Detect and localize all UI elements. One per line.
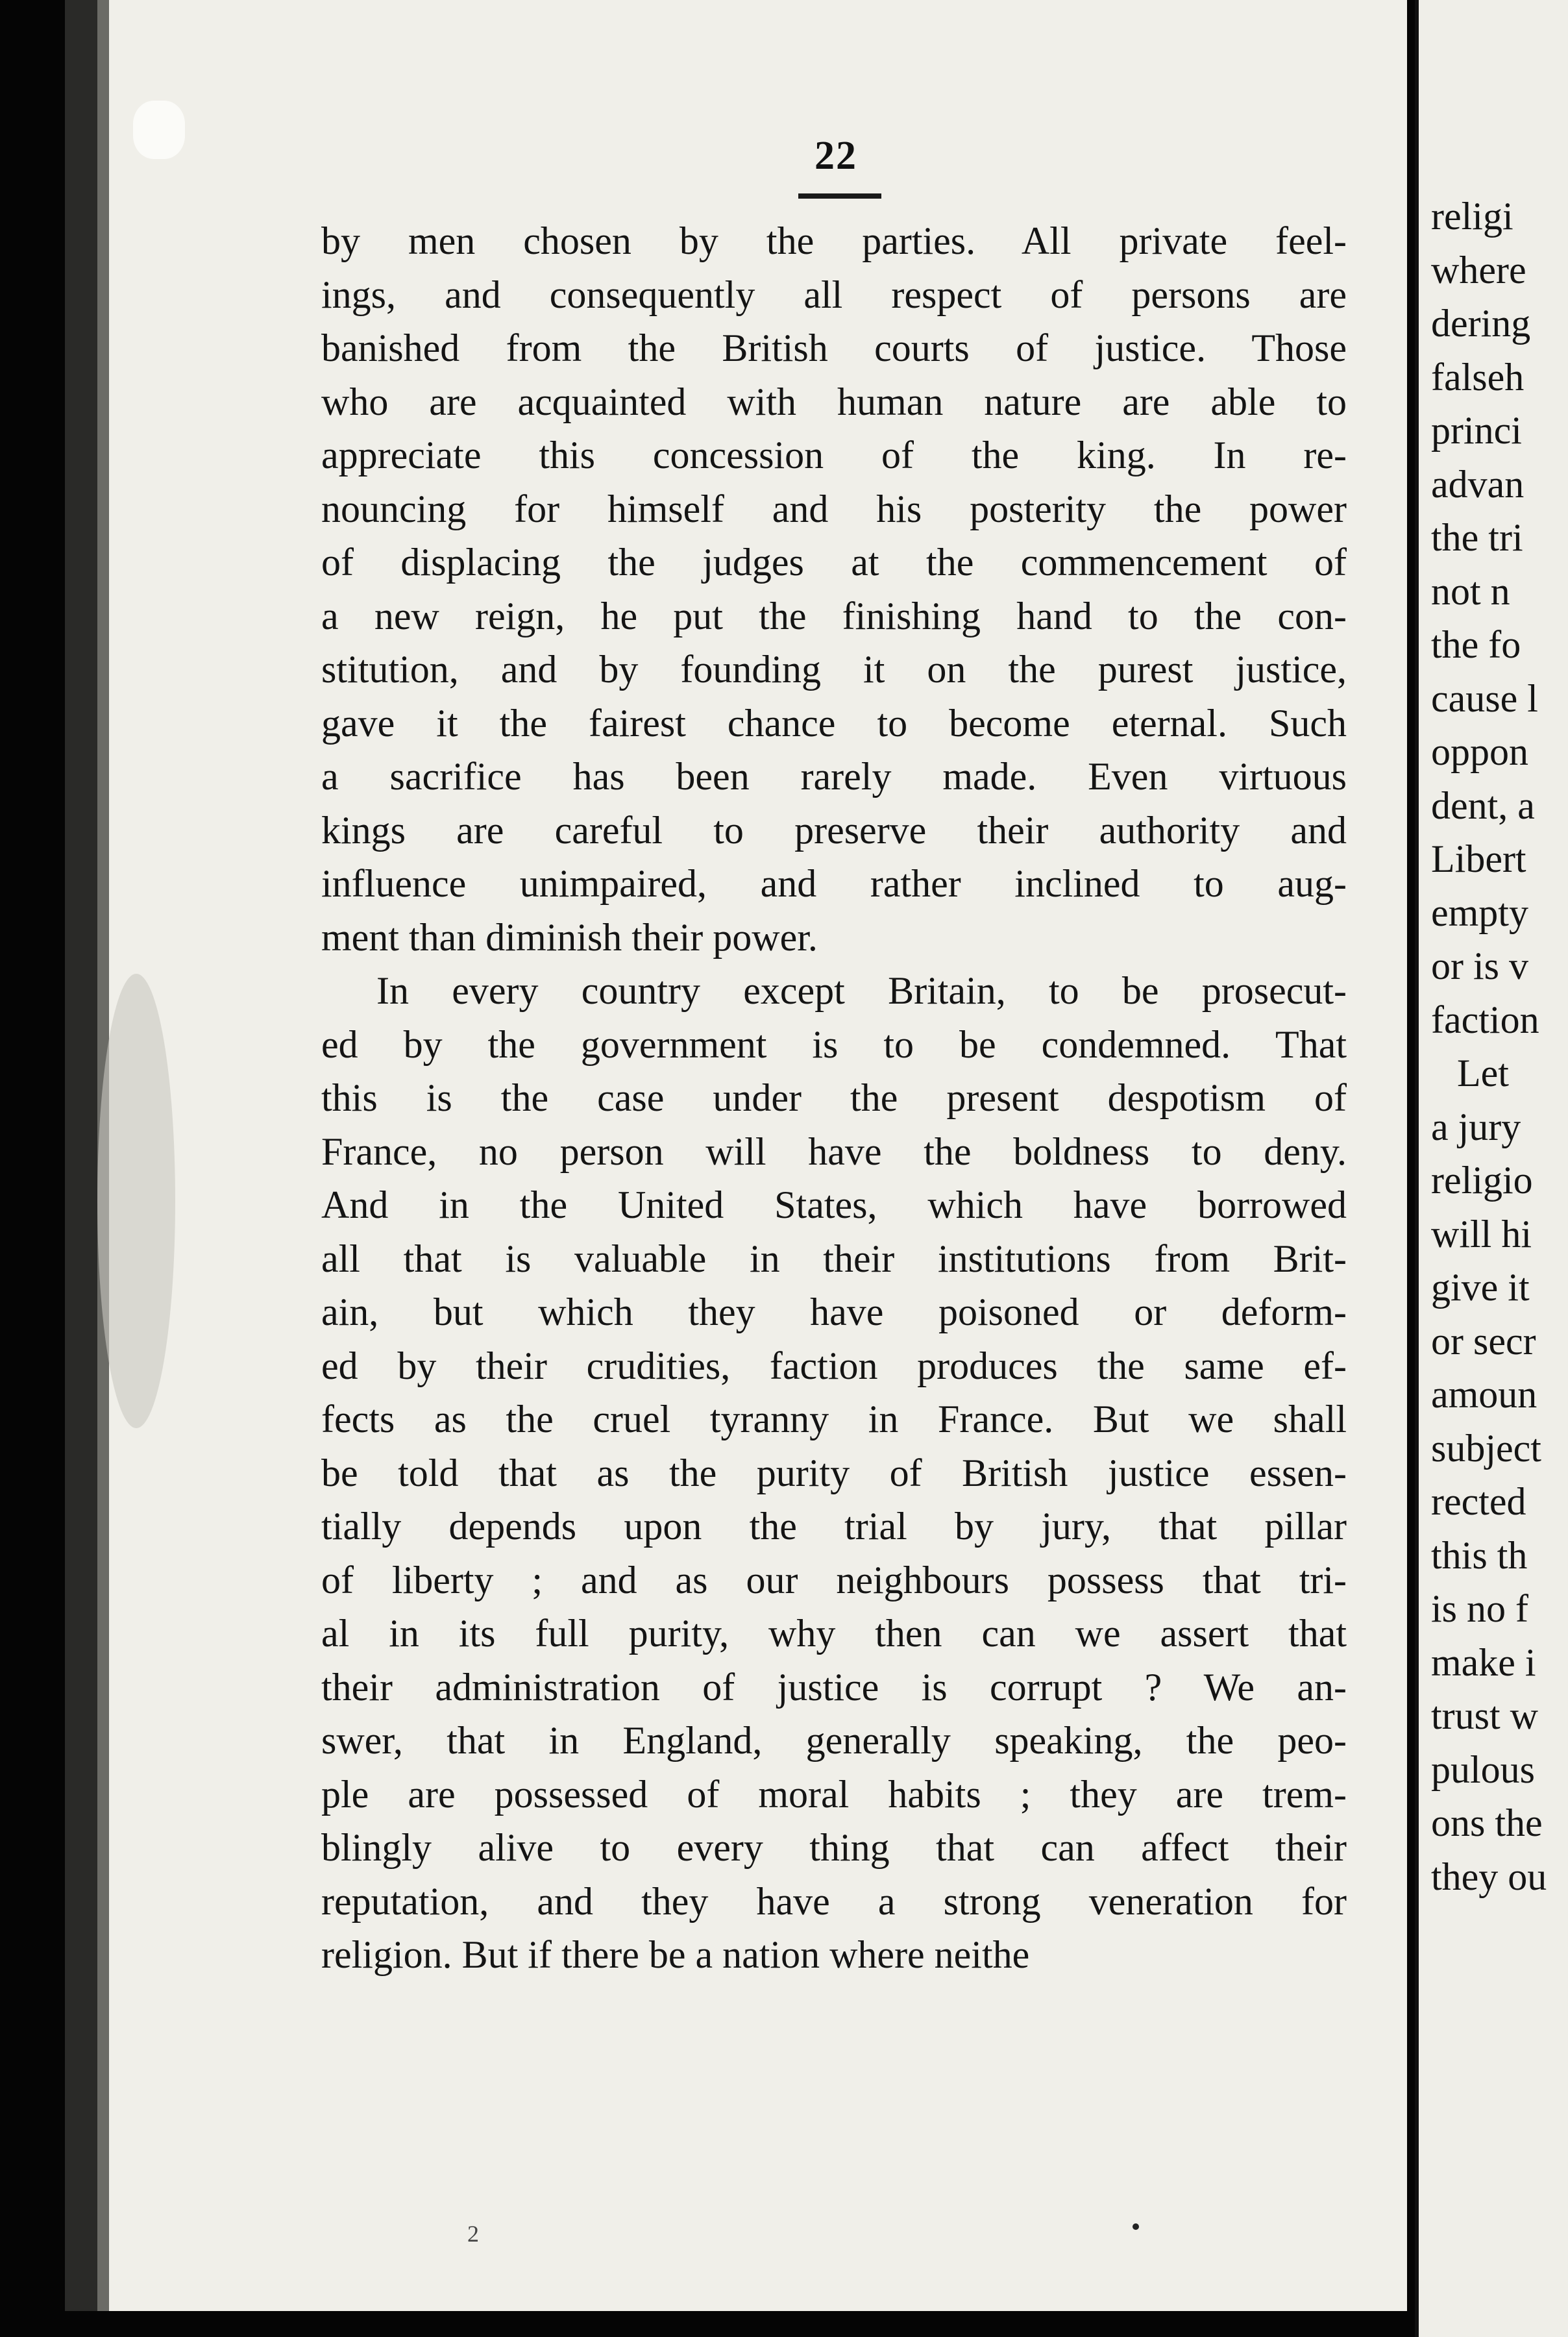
- text-line: tially depends upon the trial by jury, that pillar: [321, 1505, 1347, 1548]
- text-line: banished from the British courts of justice. Those: [321, 327, 1347, 369]
- text-line: of displacing the judges at the commencement of: [321, 541, 1347, 584]
- text-line: ed by the government is to be condemned. That: [321, 1022, 1347, 1066]
- right-text-line: a jury: [1431, 1105, 1521, 1148]
- right-text-line: they ou: [1431, 1855, 1547, 1898]
- text-line: ple are possessed of moral habits ; they are trem-: [321, 1772, 1347, 1816]
- text-line: ings, and consequently all respect of persons are: [321, 273, 1347, 316]
- right-text-line: religi: [1431, 195, 1513, 238]
- text-line: kings are careful to preserve their authority and: [321, 808, 1347, 852]
- right-text-line: trust w: [1431, 1694, 1538, 1737]
- page-number-rule: [798, 193, 881, 199]
- right-text-line: dent, a: [1431, 784, 1535, 827]
- right-text-line: amoun: [1431, 1373, 1537, 1416]
- right-text-line: Let: [1457, 1052, 1509, 1094]
- right-text-line: religio: [1431, 1159, 1533, 1202]
- text-line: this is the case under the present despotism of: [321, 1076, 1347, 1119]
- right-text-line: pulous: [1431, 1748, 1536, 1791]
- right-text-line: will hi: [1431, 1212, 1532, 1255]
- right-text-line: give it: [1431, 1266, 1530, 1309]
- text-line: al in its full purity, why then can we assert that: [321, 1612, 1347, 1655]
- right-text-line: make i: [1431, 1640, 1536, 1684]
- text-line: all that is valuable in their institutions from Brit-: [321, 1237, 1347, 1280]
- text-line: reputation, and they have a strong veneration for: [321, 1879, 1347, 1923]
- text-line: swer, that in England, generally speaking, the peo-: [321, 1719, 1347, 1762]
- right-text-line: advan: [1431, 462, 1525, 506]
- right-text-line: subject: [1431, 1426, 1541, 1470]
- right-page-text-block: [1431, 190, 1568, 1903]
- text-line: be told that as the purity of British justice essen-: [321, 1451, 1347, 1494]
- text-line: appreciate this concession of the king. In re-: [321, 434, 1347, 476]
- text-line: by men chosen by the parties. All private feel-: [321, 219, 1347, 262]
- text-line: a new reign, he put the finishing hand to the con-: [321, 594, 1347, 637]
- text-line: And in the United States, which have borrowed: [321, 1183, 1347, 1226]
- text-line: ain, but which they have poisoned or deform-: [321, 1291, 1347, 1333]
- right-text-line: or is v: [1431, 945, 1528, 987]
- main-text-block: [321, 214, 1347, 1982]
- paper-speck: [133, 101, 185, 159]
- text-line: influence unimpaired, and rather inclined to aug-: [321, 862, 1347, 905]
- right-text-line: falseh: [1431, 355, 1525, 399]
- paper-stain: [97, 974, 175, 1428]
- right-text-line: dering: [1431, 302, 1531, 345]
- right-text-line: ons the: [1431, 1801, 1543, 1844]
- text-line: stitution, and by founding it on the purest justice,: [321, 648, 1347, 691]
- text-line: a sacrifice has been rarely made. Even virtuous: [321, 755, 1347, 798]
- right-text-line: is no f: [1431, 1587, 1528, 1630]
- right-text-line: oppon: [1431, 730, 1528, 773]
- text-line: ed by their crudities, faction produces the same ef-: [321, 1344, 1347, 1387]
- text-line: of liberty ; and as our neighbours possess that tri-: [321, 1558, 1347, 1601]
- right-text-line: faction: [1431, 998, 1539, 1041]
- text-line: gave it the fairest chance to become eternal. Such: [321, 701, 1347, 745]
- right-text-line: not n: [1431, 569, 1510, 613]
- text-line: nouncing for himself and his posterity the power: [321, 487, 1347, 530]
- text-line: ment than diminish their power.: [321, 915, 818, 959]
- text-line: In every country except Britain, to be prosecut-: [376, 969, 1347, 1012]
- right-text-line: where: [1431, 248, 1526, 291]
- footer-signature-mark: 2: [467, 2221, 479, 2247]
- text-line: France, no person will have the boldness to deny.: [321, 1130, 1347, 1173]
- right-text-line: cause l: [1431, 676, 1538, 720]
- right-text-line: Libert: [1431, 837, 1526, 880]
- text-line: who are acquainted with human nature are able to: [321, 380, 1347, 423]
- right-text-line: this th: [1431, 1533, 1528, 1577]
- text-line: blingly alive to every thing that can affect their: [321, 1826, 1347, 1869]
- right-text-line: rected: [1431, 1480, 1526, 1523]
- page-number: 22: [815, 134, 857, 178]
- text-line: their administration of justice is corrupt ? We an-: [321, 1665, 1347, 1709]
- text-line: religion. But if there be a nation where neithe: [321, 1933, 1030, 1976]
- right-text-line: princi: [1431, 409, 1522, 452]
- footer-dot: [1133, 2223, 1139, 2230]
- right-text-line: or secr: [1431, 1319, 1536, 1363]
- right-text-line: the tri: [1431, 516, 1523, 559]
- right-text-line: empty: [1431, 891, 1528, 934]
- right-text-line: the fo: [1431, 623, 1521, 666]
- text-line: fects as the cruel tyranny in France. But we shall: [321, 1398, 1347, 1441]
